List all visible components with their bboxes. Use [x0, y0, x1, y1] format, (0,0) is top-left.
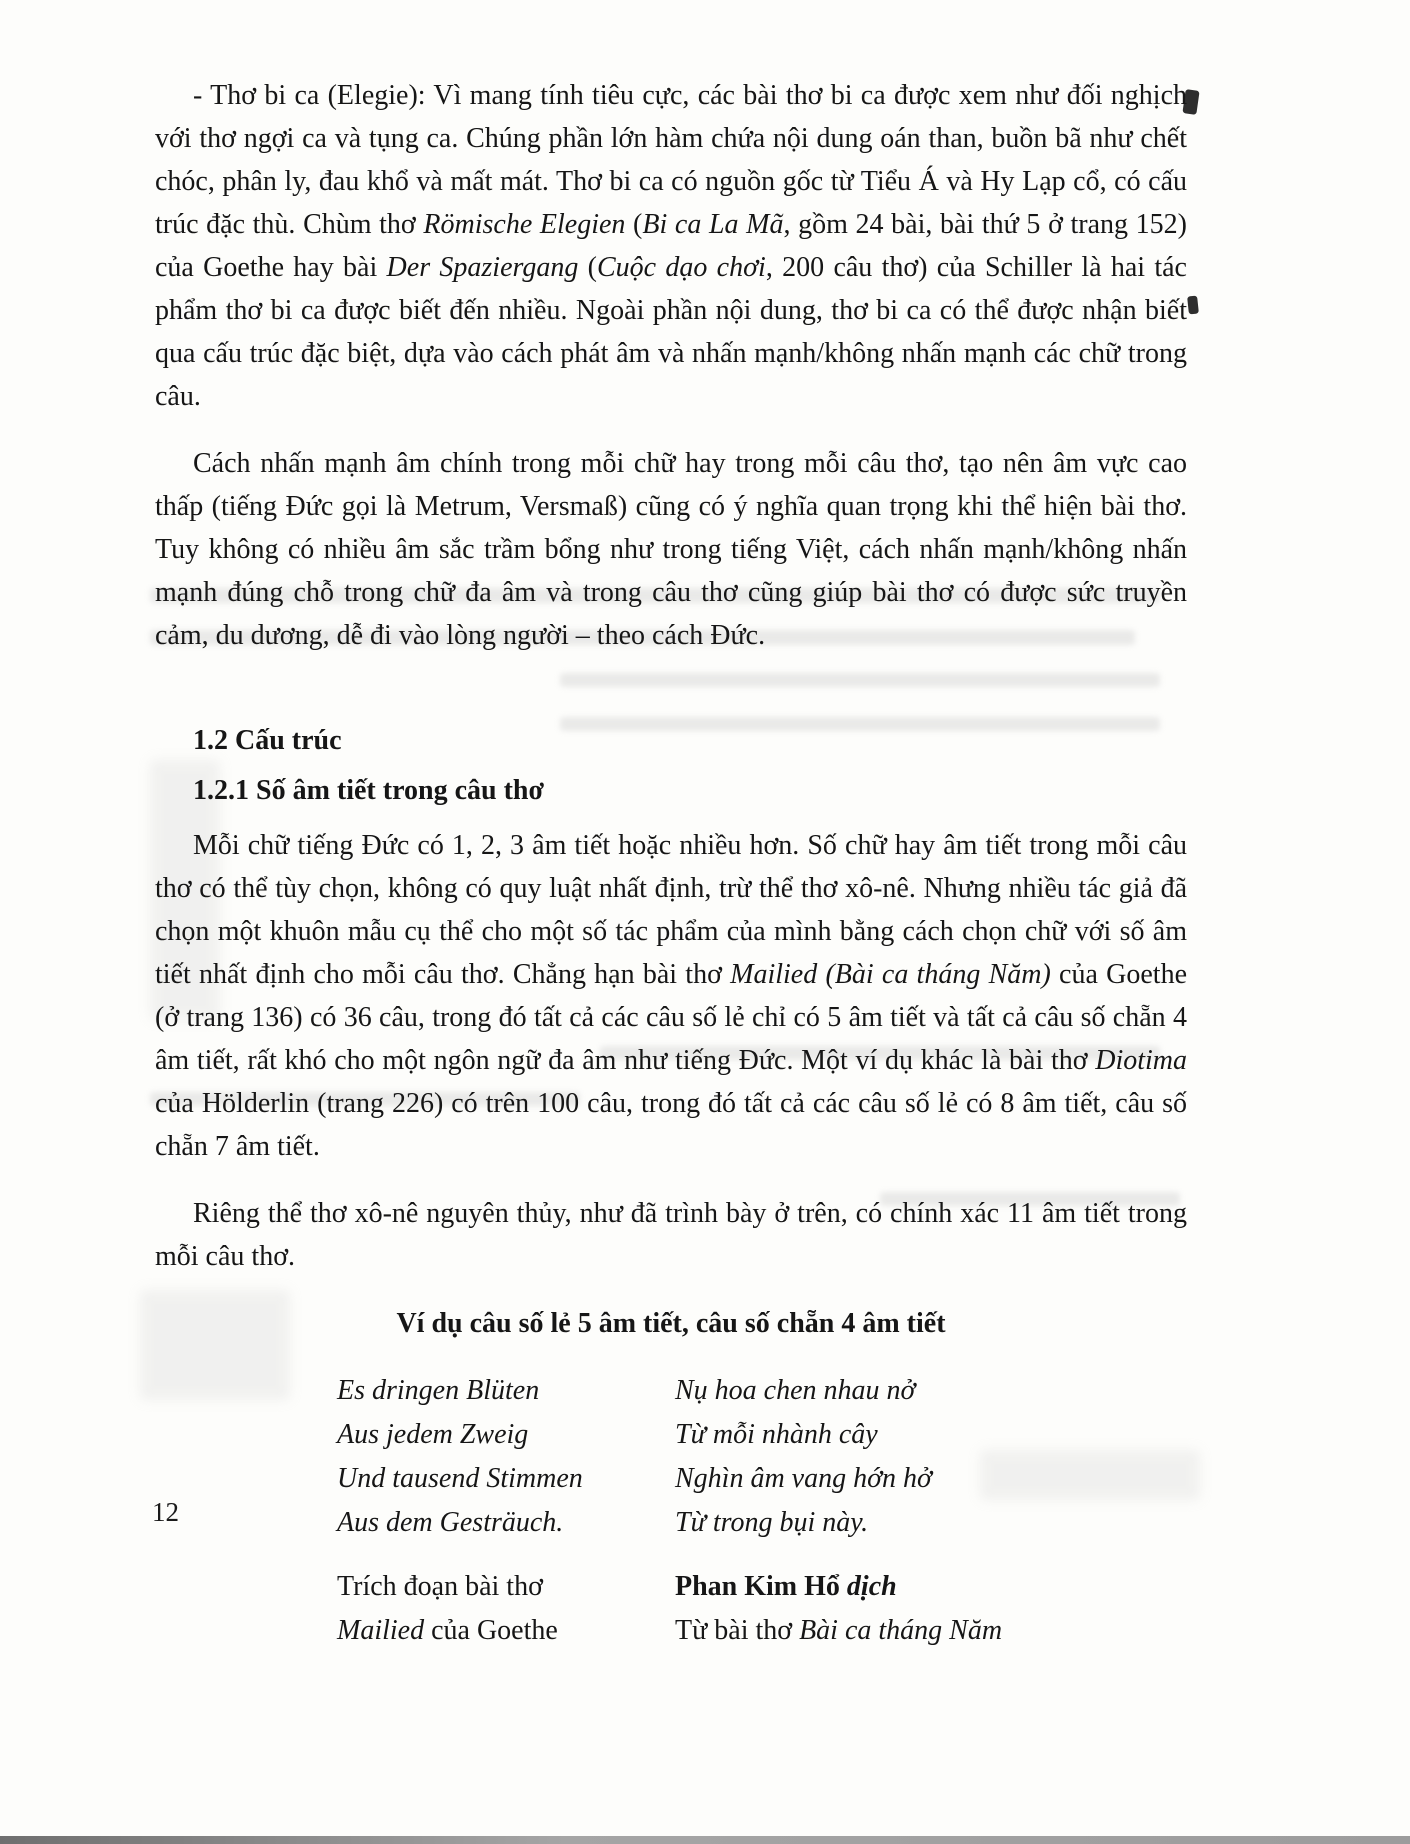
scan-edge-strip [0, 1836, 1410, 1844]
poem-line-german: Es dringen Blüten [337, 1375, 540, 1406]
poem-vietnamese-column [675, 1369, 1187, 1545]
caption-source-title: Mailied của Goethe [337, 1615, 558, 1646]
paragraph-metrum: Cách nhấn mạnh âm chính trong mỗi chữ hay trong mỗi câu thơ, tạo nên âm vực cao thấp (tiếng Đức gọi là Metrum, Versmaß) cũng có ý nghĩa quan trọng khi thể hiện bài thơ. Tuy không có nhiều âm sắc trầm bổng như trong tiếng Việt, cách nhấn mạnh/không nhấn mạnh đúng chỗ trong chữ đa âm và trong câu thơ cũng giúp bài thơ có được sức truyền cảm, du dương, dễ đi vào lòng người – theo cách Đức. [155, 448, 1187, 651]
poem-caption-block [337, 1565, 1187, 1653]
paragraph-elegy: - Thơ bi ca (Elegie): Vì mang tính tiêu cực, các bài thơ bi ca được xem như đối nghịch với thơ ngợi ca và tụng ca. Chúng phần lớn hàm chứa nội dung oán than, buồn bã như chết chóc, phân ly, đau khổ và mất mát. Thơ bi ca có nguồn gốc từ Tiểu Á và Hy Lạp cổ, có cấu trúc đặc thù. Chùm thơ Römische Elegien (Bi ca La Mã, gồm 24 bài, bài thứ 5 ở trang 152) của Goethe hay bài Der Spaziergang (Cuộc dạo chơi, 200 câu thơ) của Schiller là hai tác phẩm thơ bi ca được biết đến nhiều. Ngoài phần nội dung, thơ bi ca có thể được nhận biết qua cấu trúc đặc biệt, dựa vào cách phát âm và nhấn mạnh/không nhấn mạnh các chữ trong câu. [155, 80, 1188, 412]
caption-right-column [675, 1565, 1187, 1653]
paragraph-sonnet: Riêng thể thơ xô-nê nguyên thủy, như đã trình bày ở trên, có chính xác 11 âm tiết trong mỗi câu thơ. [155, 1198, 1187, 1272]
poem-line-german: Aus dem Gesträuch. [337, 1507, 564, 1538]
example-title: Ví dụ câu số lẻ 5 âm tiết, câu số chẵn 4 âm tiết [396, 1308, 946, 1339]
scan-smudge [1187, 296, 1199, 315]
caption-translator: Phan Kim Hổ dịch [675, 1571, 897, 1602]
poem-line-vietnamese: Từ trong bụi này. [675, 1507, 869, 1538]
caption-translation-source: Từ bài thơ Bài ca tháng Năm [675, 1615, 1003, 1646]
poem-german-column [337, 1369, 675, 1545]
section-heading: 1.2 Cấu trúc [193, 725, 342, 756]
poem-line-vietnamese: Nghìn âm vang hớn hở [675, 1463, 932, 1494]
caption-source: Trích đoạn bài thơ [337, 1571, 543, 1602]
poem-line-vietnamese: Từ mỗi nhành cây [675, 1419, 878, 1450]
poem-line-german: Aus jedem Zweig [337, 1419, 529, 1450]
poem-block [337, 1369, 1187, 1545]
poem-line-german: Und tausend Stimmen [337, 1463, 583, 1494]
paragraph-syllable-count: Mỗi chữ tiếng Đức có 1, 2, 3 âm tiết hoặc nhiều hơn. Số chữ hay âm tiết trong mỗi câu thơ có thể tùy chọn, không có quy luật nhất định, trừ thể thơ xô-nê. Nhưng nhiều tác giả đã chọn một khuôn mẫu cụ thể cho một số tác phẩm của mình bằng cách chọn chữ với số âm tiết nhất định cho mỗi câu thơ. Chẳng hạn bài thơ Mailied (Bài ca tháng Năm) của Goethe (ở trang 136) có 36 câu, trong đó tất cả các câu số lẻ chỉ có 5 âm tiết và tất cả câu số chẵn 4 âm tiết, rất khó cho một ngôn ngữ đa âm như tiếng Đức. Một ví dụ khác là bài thơ Diotima của Hölderlin (trang 226) có trên 100 câu, trong đó tất cả các câu số lẻ có 8 âm tiết, câu số chẵn 7 âm tiết. [155, 830, 1187, 1162]
text-column [155, 74, 1187, 1653]
page-number: 12 [152, 1497, 179, 1527]
poem-line-vietnamese: Nụ hoa chen nhau nở [675, 1375, 916, 1406]
caption-left-column [337, 1565, 675, 1653]
subsection-heading: 1.2.1 Số âm tiết trong câu thơ [193, 775, 544, 806]
